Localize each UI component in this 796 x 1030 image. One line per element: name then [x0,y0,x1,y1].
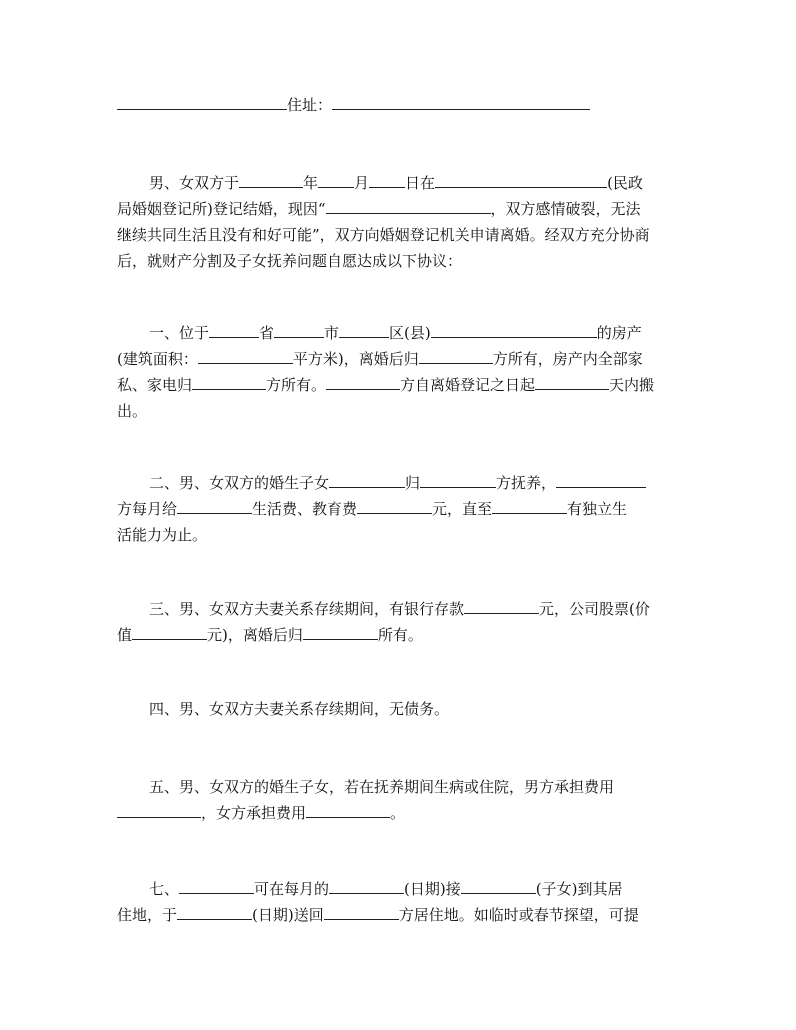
clause-text: 归 [405,474,421,492]
clause-1-line-4: 出。 [117,402,148,420]
payer-party-blank[interactable] [556,472,646,488]
intro-line-4: 后，就财产分割及子女抚养问题自愿达成以下协议： [117,252,463,270]
clause-5-line-2 [117,800,682,826]
move-out-days-blank[interactable] [535,374,609,390]
clause-4-line-1: 四、男、女双方夫妻关系存续期间，无债务。 [149,700,450,718]
clause-text: (日期)送回 [252,906,324,924]
clause-2-line-3: 活能力为止。 [117,526,208,544]
clause-text: 二、男、女双方的婚生子女 [149,474,330,492]
custody-party-blank[interactable] [420,472,496,488]
intro-line-3: 继续共同生活且没有和好可能”，双方向婚姻登记机关申请离婚。经双方充分协商 [117,226,650,244]
return-party-blank[interactable] [324,904,399,920]
intro-text: ，双方感情破裂，无法 [490,200,641,218]
intro-text: (民政 [607,174,643,192]
clause-2-line-1 [117,470,714,496]
living-expense-blank[interactable] [177,498,252,514]
clause-2-line-2 [117,496,682,522]
intro-text: 男、女双方于 [149,174,240,192]
stock-owner-blank[interactable] [303,624,378,640]
clause-text: (建筑面积： [117,350,198,368]
clause-text: 可在每月的 [254,880,330,898]
month-label: 月 [354,174,370,192]
district-label: 区(县) [389,324,431,342]
clause-text: 方自离婚登记之日起 [400,376,536,394]
clause-text: 生活费、教育费 [252,500,358,518]
child-blank[interactable] [461,878,536,894]
furniture-owner-blank[interactable] [192,374,266,390]
marriage-month-blank[interactable] [318,172,354,188]
city-label: 市 [324,324,340,342]
address-blank[interactable] [332,94,590,110]
bank-deposit-blank[interactable] [464,598,539,614]
clause-text: 所有。 [377,626,423,644]
province-blank[interactable] [209,322,259,338]
intro-text: 局婚姻登记所)登记结婚，现因“ [117,200,326,218]
clause-text: 元，公司股票(价 [539,600,650,618]
clause-7-line-1 [117,876,714,902]
intro-line-1 [117,170,714,196]
city-blank[interactable] [274,322,324,338]
clause-text: (子女)到其居 [535,880,623,898]
clause-text: 方所有。 [266,376,327,394]
district-blank[interactable] [339,322,389,338]
name-blank[interactable] [117,94,287,110]
registry-blank[interactable] [435,172,607,188]
marriage-day-blank[interactable] [369,172,405,188]
pickup-date-blank[interactable] [329,878,404,894]
clause-text: 方每月给 [117,500,178,518]
clause-text: 私、家电归 [117,376,193,394]
house-owner-blank[interactable] [419,348,493,364]
clause-text: 平方米)，离婚后归 [292,350,419,368]
clause-3-line-1 [117,596,714,622]
clause-text: 有独立生 [567,500,628,518]
day-label: 日在 [405,174,436,192]
male-cost-blank[interactable] [117,802,201,818]
province-label: 省 [259,324,275,342]
clause-text: ，女方承担费用 [201,804,307,822]
female-cost-blank[interactable] [306,802,390,818]
clause-text: 。 [390,804,406,822]
clause-text: 方抚养， [496,474,557,492]
clause-text: 一、位于 [149,324,210,342]
clause-text: 七、 [149,880,180,898]
clause-text: 方居住地。如临时或春节探望，可提 [398,906,639,924]
clause-text: 天内搬 [609,376,655,394]
clause-text: 的房产 [596,324,642,342]
area-blank[interactable] [198,348,293,364]
clause-text: (日期)接 [404,880,461,898]
intro-line-2 [117,196,682,222]
reason-blank[interactable] [326,198,491,214]
clause-text: 值 [117,626,133,644]
clause-text: 三、男、女双方夫妻关系存续期间，有银行存款 [149,600,465,618]
clause-1-line-3 [117,372,682,398]
visiting-party-blank[interactable] [179,878,254,894]
clause-3-line-2 [117,622,682,648]
clause-1-line-2 [117,346,682,372]
clause-7-line-2 [117,902,682,928]
clause-text: 元)，离婚后归 [207,626,303,644]
address-line [117,92,682,118]
year-label: 年 [303,174,319,192]
property-address-blank[interactable] [431,322,597,338]
marriage-year-blank[interactable] [239,172,303,188]
child-name-blank[interactable] [329,472,405,488]
address-label: 住址： [287,96,333,114]
clause-text: 元，直至 [432,500,493,518]
until-child-blank[interactable] [492,498,567,514]
move-out-party-blank[interactable] [326,374,400,390]
clause-1-line-1 [117,320,714,346]
clause-text: 住地，于 [117,906,178,924]
education-fee-blank[interactable] [357,498,432,514]
clause-5-line-1: 五、男、女双方的婚生子女，若在抚养期间生病或住院，男方承担费用 [149,778,615,796]
return-date-blank[interactable] [177,904,252,920]
stock-value-blank[interactable] [132,624,207,640]
clause-text: 方所有，房产内全部家 [492,350,643,368]
